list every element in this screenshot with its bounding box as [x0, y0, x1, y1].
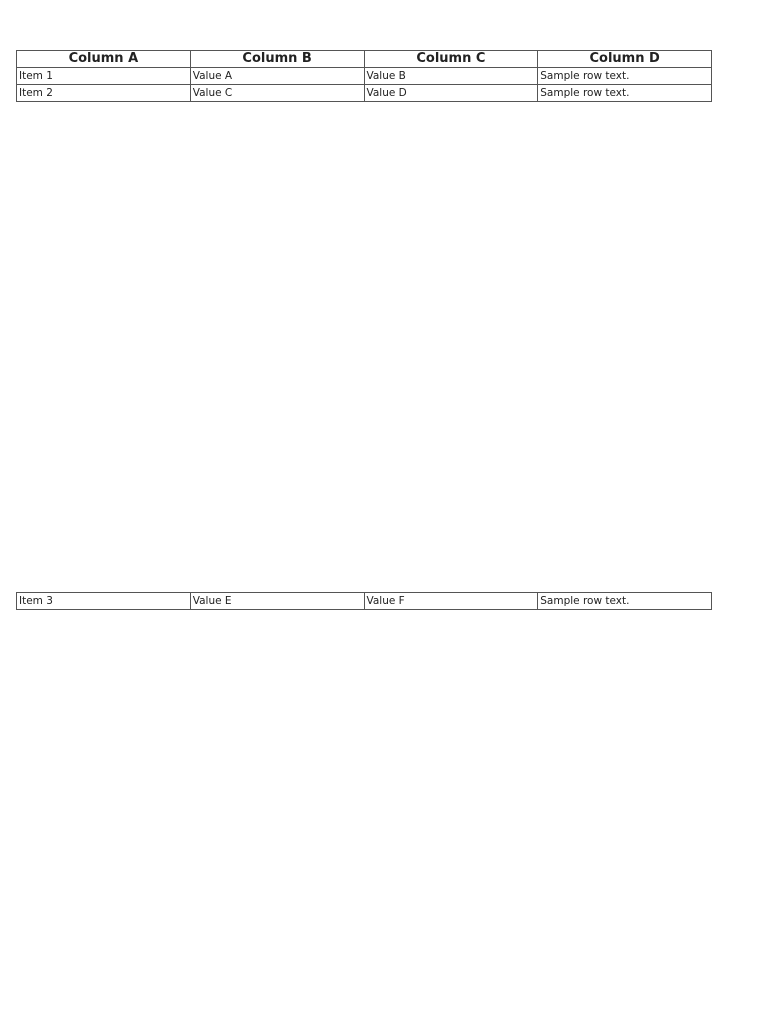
table-cell: Value F	[364, 593, 538, 610]
table-1	[16, 50, 712, 102]
header-cell: Column A	[17, 51, 191, 68]
table-cell: Item 3	[17, 593, 191, 610]
table-cell: Sample row text.	[538, 85, 712, 102]
header-cell: Column B	[190, 51, 364, 68]
table-cell: Item 1	[17, 68, 191, 85]
table-cell: Value E	[190, 593, 364, 610]
header-cell: Column C	[364, 51, 538, 68]
header-cell: Column D	[538, 51, 712, 68]
table-cell: Value B	[364, 68, 538, 85]
table-cell: Item 2	[17, 85, 191, 102]
table-row	[17, 68, 712, 85]
header-row	[17, 51, 712, 68]
table-row	[17, 593, 712, 610]
table-cell: Value A	[190, 68, 364, 85]
table-cell: Sample row text.	[538, 593, 712, 610]
table-cell: Sample row text.	[538, 68, 712, 85]
table-row	[17, 85, 712, 102]
table-cell: Value D	[364, 85, 538, 102]
table-cell: Value C	[190, 85, 364, 102]
table-2	[16, 592, 712, 610]
